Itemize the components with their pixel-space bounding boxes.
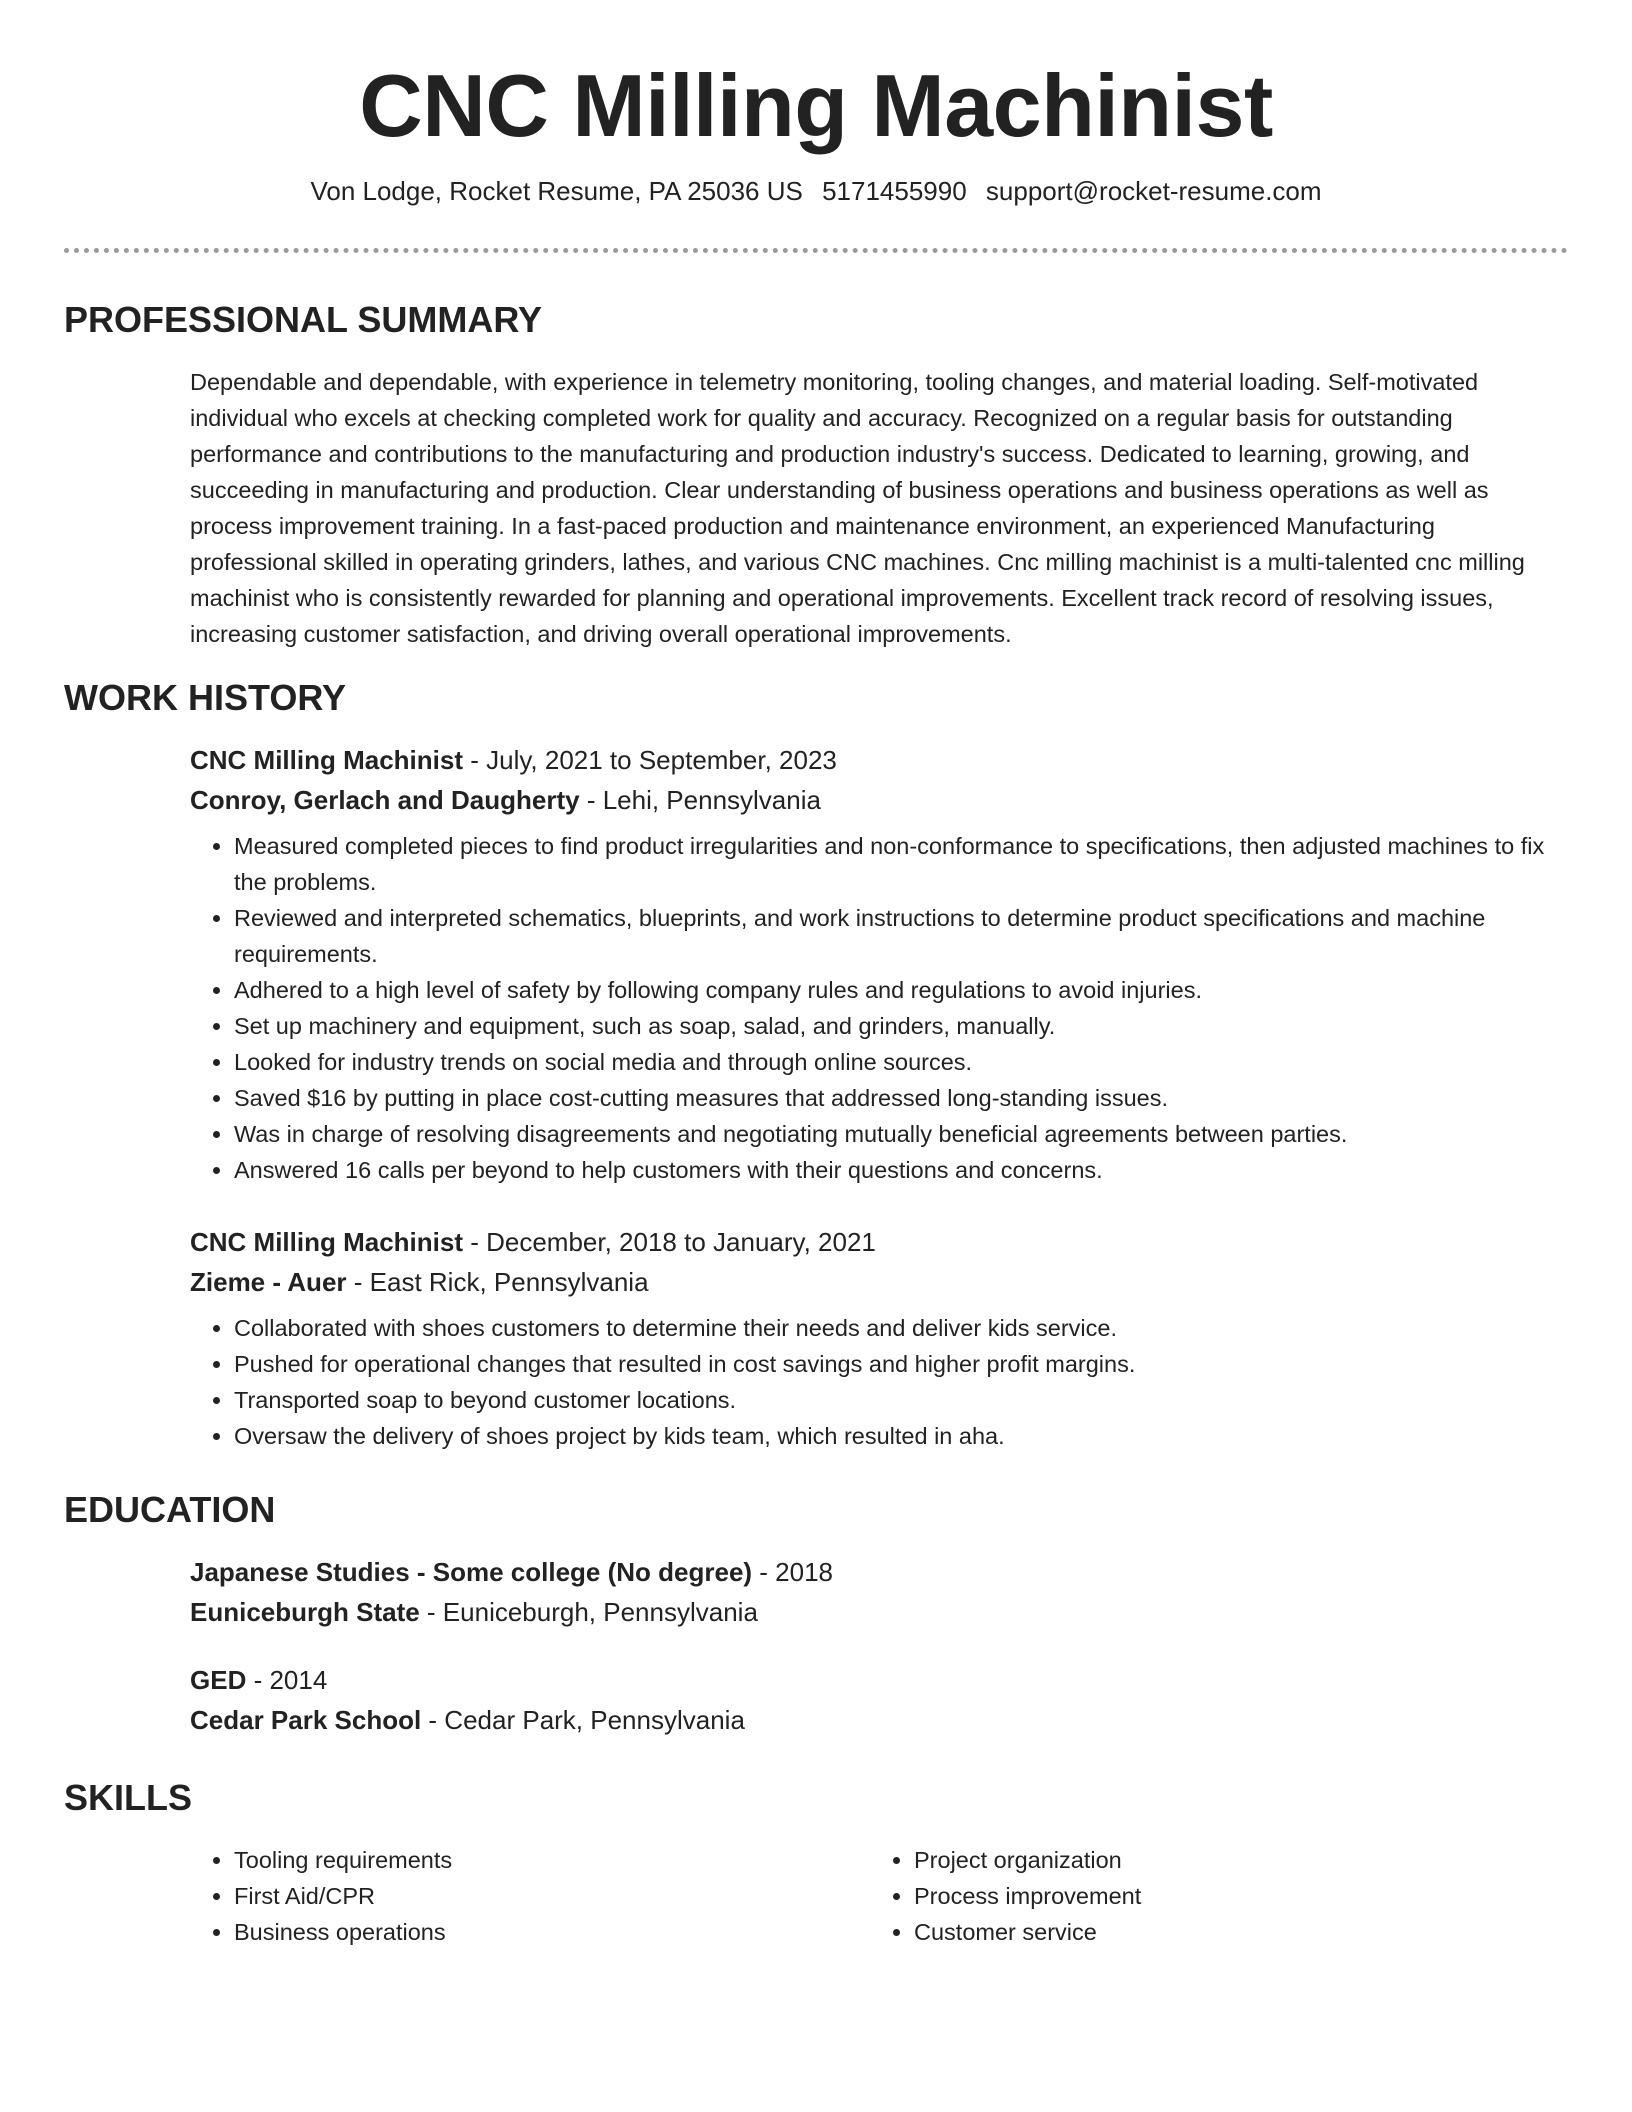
education-degree: GED (190, 1665, 247, 1695)
summary-heading: PROFESSIONAL SUMMARY (64, 299, 543, 340)
skill-item: • Business operations (234, 1914, 870, 1950)
skill-item: • Tooling requirements (234, 1842, 870, 1878)
skills-heading: SKILLS (64, 1777, 193, 1818)
job-dates: - December, 2018 to January, 2021 (463, 1227, 876, 1257)
job-bullets (190, 1310, 1568, 1454)
job-company-line (190, 1262, 1568, 1302)
education-school-line (190, 1592, 1568, 1632)
education-year: - 2014 (246, 1665, 328, 1695)
job-company: Zieme - Auer (190, 1267, 347, 1297)
job-location: - Lehi, Pennsylvania (579, 785, 821, 815)
job-title-line (190, 1222, 1568, 1262)
job-bullets (190, 828, 1568, 1188)
education-school-line (190, 1700, 1568, 1740)
candidate-name: CNC Milling Machinist (359, 56, 1273, 155)
education-degree-line (190, 1552, 1568, 1592)
education-school: Euniceburgh State (190, 1597, 420, 1627)
skills-section (190, 1842, 1568, 1950)
contact-phone: 5171455990 (822, 176, 967, 206)
contact-email: support@rocket-resume.com (985, 176, 1322, 206)
job-bullet: • Oversaw the delivery of shoes project by kids team, which resulted in aha. (234, 1418, 1568, 1454)
contact-address: Von Lodge, Rocket Resume, PA 25036 US (310, 176, 803, 206)
job-bullet: • Adhered to a high level of safety by following company rules and regulations to avoid injuries. (234, 972, 1568, 1008)
job-bullet: • Answered 16 calls per beyond to help customers with their questions and concerns. (234, 1152, 1568, 1188)
job-company: Conroy, Gerlach and Daugherty (190, 785, 580, 815)
header-divider (64, 248, 1568, 253)
skill-item: • Customer service (914, 1914, 1550, 1950)
job-bullet: • Pushed for operational changes that resulted in cost savings and higher profit margins. (234, 1346, 1568, 1382)
education-entry (190, 1552, 1568, 1632)
job-bullet: • Measured completed pieces to find product irregularities and non-conformance to specifications, then adjusted machines to fix the problems. (234, 828, 1568, 900)
skill-item: • Project organization (914, 1842, 1550, 1878)
education-location: - Cedar Park, Pennsylvania (421, 1705, 745, 1735)
job-entry (190, 1222, 1568, 1454)
job-location: - East Rick, Pennsylvania (346, 1267, 649, 1297)
job-entry (190, 740, 1568, 1188)
job-bullet: • Was in charge of resolving disagreements and negotiating mutually beneficial agreements between parties. (234, 1116, 1568, 1152)
job-role: CNC Milling Machinist (190, 745, 463, 775)
job-bullet: • Collaborated with shoes customers to determine their needs and deliver kids service. (234, 1310, 1568, 1346)
job-dates: - July, 2021 to September, 2023 (463, 745, 837, 775)
skill-item: • First Aid/CPR (234, 1878, 870, 1914)
skills-column-right (870, 1842, 1550, 1950)
job-bullet: • Looked for industry trends on social media and through online sources. (234, 1044, 1568, 1080)
resume-page (64, 0, 1568, 1945)
contact-line (64, 174, 1568, 208)
job-company-line (190, 780, 1568, 820)
education-degree-line (190, 1660, 1568, 1700)
education-year: - 2018 (752, 1557, 834, 1587)
education-entry (190, 1660, 1568, 1740)
summary-text: Dependable and dependable, with experience in telemetry monitoring, tooling changes, and material loading. Self-motivated individual who excels at checking completed work for quality and accuracy. Recognized on a regular basis for outstanding performance and contributions to the manufacturing and production industry's success. Dedicated to learning, growing, and succeeding in manufacturing and production. Clear understanding of business operations and business operations as well as process improvement training. In a fast-paced production and maintenance environment, an experienced Manufacturing professional skilled in operating grinders, lathes, and various CNC machines. Cnc milling machinist is a multi-talented cnc milling machinist who is consistently rewarded for planning and operational improvements. Excellent track record of resolving issues, increasing customer satisfaction, and driving overall operational improvements. (190, 369, 1525, 647)
job-bullet: • Saved $16 by putting in place cost-cutting measures that addressed long-standing issues. (234, 1080, 1568, 1116)
job-bullet: • Reviewed and interpreted schematics, blueprints, and work instructions to determine product specifications and machine requirements. (234, 900, 1568, 972)
skills-list (870, 1842, 1550, 1950)
skills-list (190, 1842, 870, 1950)
summary-section (190, 364, 1568, 652)
education-heading: EDUCATION (64, 1489, 276, 1530)
job-bullet: • Transported soap to beyond customer locations. (234, 1382, 1568, 1418)
work-history-heading: WORK HISTORY (64, 677, 347, 718)
education-school: Cedar Park School (190, 1705, 422, 1735)
education-degree: Japanese Studies - Some college (No degree) (190, 1557, 753, 1587)
skill-item: • Process improvement (914, 1878, 1550, 1914)
job-bullet: • Set up machinery and equipment, such as soap, salad, and grinders, manually. (234, 1008, 1568, 1044)
job-title-line (190, 740, 1568, 780)
job-role: CNC Milling Machinist (190, 1227, 463, 1257)
education-location: - Euniceburgh, Pennsylvania (419, 1597, 758, 1627)
skills-column-left (190, 1842, 870, 1950)
